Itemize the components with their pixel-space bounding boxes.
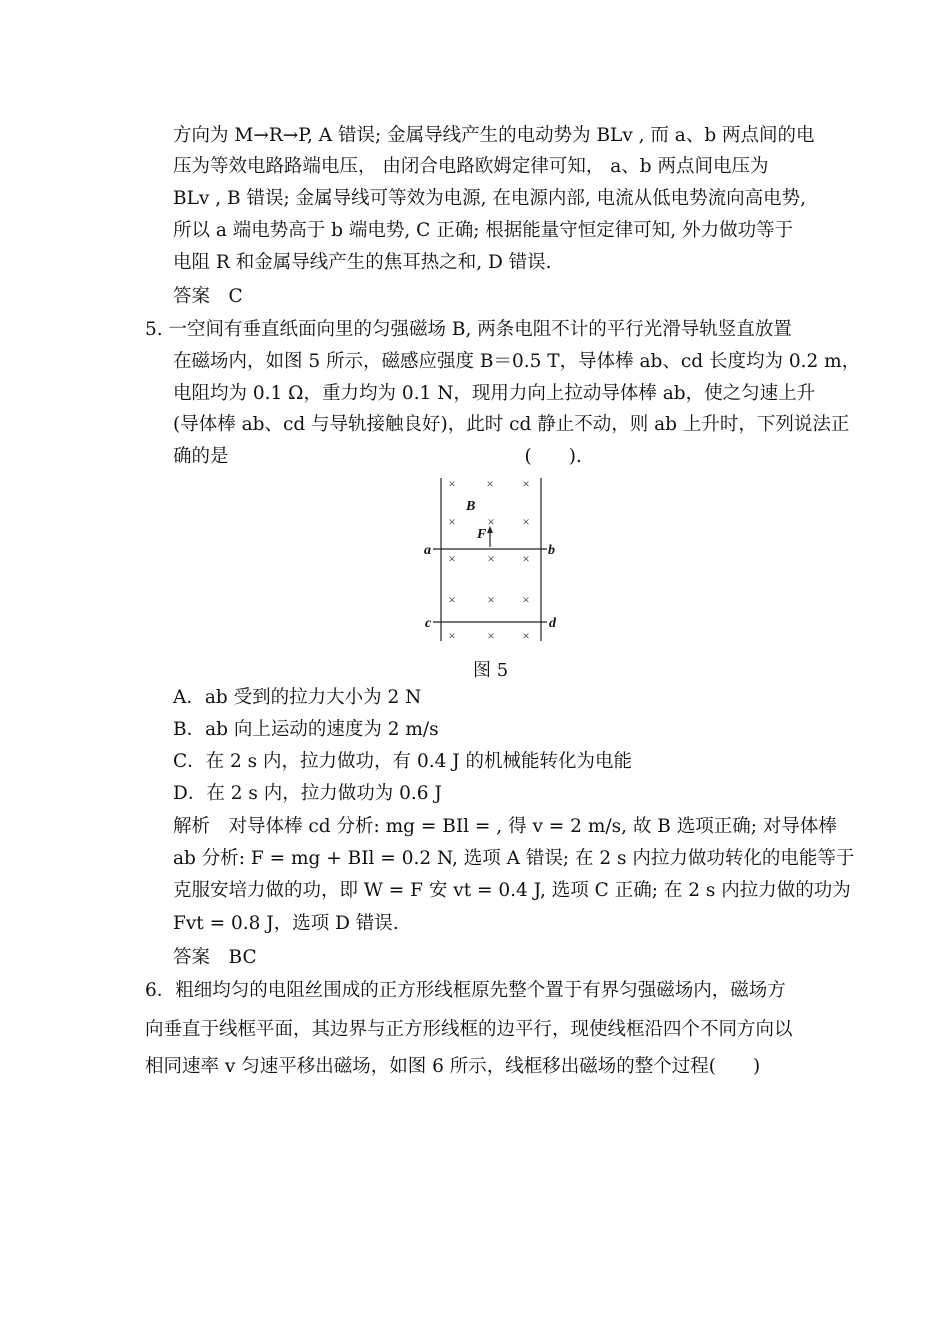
q5-stem-line: 确的是 ( ). <box>173 446 582 467</box>
label-c: c <box>425 616 432 631</box>
field-cross: × <box>522 551 530 566</box>
solution-line: 所以 a 端电势高于 b 端电势, C 正确; 根据能量守恒定律可知, 外力做功等于 <box>173 220 794 241</box>
q6-stem-line: 相同速率 v 匀速平移出磁场，如图 6 所示，线框移出磁场的整个过程( ) <box>145 1056 761 1077</box>
field-cross: × <box>522 476 530 491</box>
field-cross: × <box>487 551 495 566</box>
field-cross: × <box>448 514 456 529</box>
field-cross: × <box>448 592 456 607</box>
field-cross: × <box>487 514 495 529</box>
answer-prev: 答案 C <box>173 286 243 307</box>
field-cross: × <box>522 514 530 529</box>
field-cross: × <box>487 592 495 607</box>
field-cross: × <box>487 628 495 643</box>
label-d: d <box>549 616 556 631</box>
field-cross: × <box>522 628 530 643</box>
q5-stem-line: 在磁场内，如图 5 所示，磁感应强度 B＝0.5 T，导体棒 ab、cd 长度均为 0.2 m， <box>173 351 861 372</box>
q6-stem-line: 6．粗细均匀的电阻丝围成的正方形线框原先整个置于有界匀强磁场内，磁场方 <box>145 980 786 1001</box>
q5-stem-line: (导体棒 ab、cd 与导轨接触良好)，此时 cd 静止不动，则 ab 上升时，下列说法正 <box>173 414 850 435</box>
figure-5-caption: 图 5 <box>473 660 509 681</box>
answer-q5: 答案 BC <box>173 947 257 968</box>
option-a: A．ab 受到的拉力大小为 2 N <box>173 687 422 708</box>
label-B: B <box>466 499 476 514</box>
option-b: B．ab 向上运动的速度为 2 m/s <box>173 719 439 740</box>
analysis-line: 解析 对导体棒 cd 分析: mg = BIl = , 得 v = 2 m/s, 故 B 选项正确; 对导体棒 <box>173 816 837 837</box>
field-cross: × <box>522 592 530 607</box>
field-cross: × <box>486 476 494 491</box>
field-cross: × <box>448 476 456 491</box>
q5-stem-line: 电阻均为 0.1 Ω，重力均为 0.1 N，现用力向上拉动导体棒 ab，使之匀速上升 <box>173 383 816 404</box>
solution-line: BLv , B 错误; 金属导线可等效为电源, 在电源内部, 电流从低电势流向高电势, <box>173 188 806 209</box>
option-c: C．在 2 s 内，拉力做功，有 0.4 J 的机械能转化为电能 <box>173 751 633 772</box>
solution-line: 方向为 M→R→P, A 错误; 金属导线产生的电动势为 BLv , 而 a、b 两点间的电 <box>173 125 815 146</box>
q5-stem-line: 5. 一空间有垂直纸面向里的匀强磁场 B, 两条电阻不计的平行光滑导轨竖直放置 <box>145 319 792 340</box>
analysis-line: Fvt = 0.8 J，选项 D 错误. <box>173 913 399 934</box>
label-a: a <box>424 543 431 558</box>
analysis-line: ab 分析: F = mg + BIl = 0.2 N, 选项 A 错误; 在 2 s 内拉力做功转化的电能等于 <box>173 848 855 869</box>
analysis-line: 克服安培力做的功，即 W = F 安 vt = 0.4 J, 选项 C 正确; 在 2 s 内拉力做的功为 <box>173 880 851 901</box>
field-cross: × <box>448 628 456 643</box>
field-cross: × <box>448 551 456 566</box>
option-d: D．在 2 s 内，拉力做功为 0.6 J <box>173 783 442 804</box>
q6-stem-line: 向垂直于线框平面，其边界与正方形线框的边平行，现使线框沿四个不同方向以 <box>145 1019 793 1040</box>
solution-line: 电阻 R 和金属导线产生的焦耳热之和, D 错误. <box>173 252 552 273</box>
solution-line: 压为等效电路路端电压， 由闭合电路欧姆定律可知， a、b 两点间电压为 <box>173 156 769 177</box>
label-b: b <box>548 543 555 558</box>
label-F: F <box>477 527 487 542</box>
